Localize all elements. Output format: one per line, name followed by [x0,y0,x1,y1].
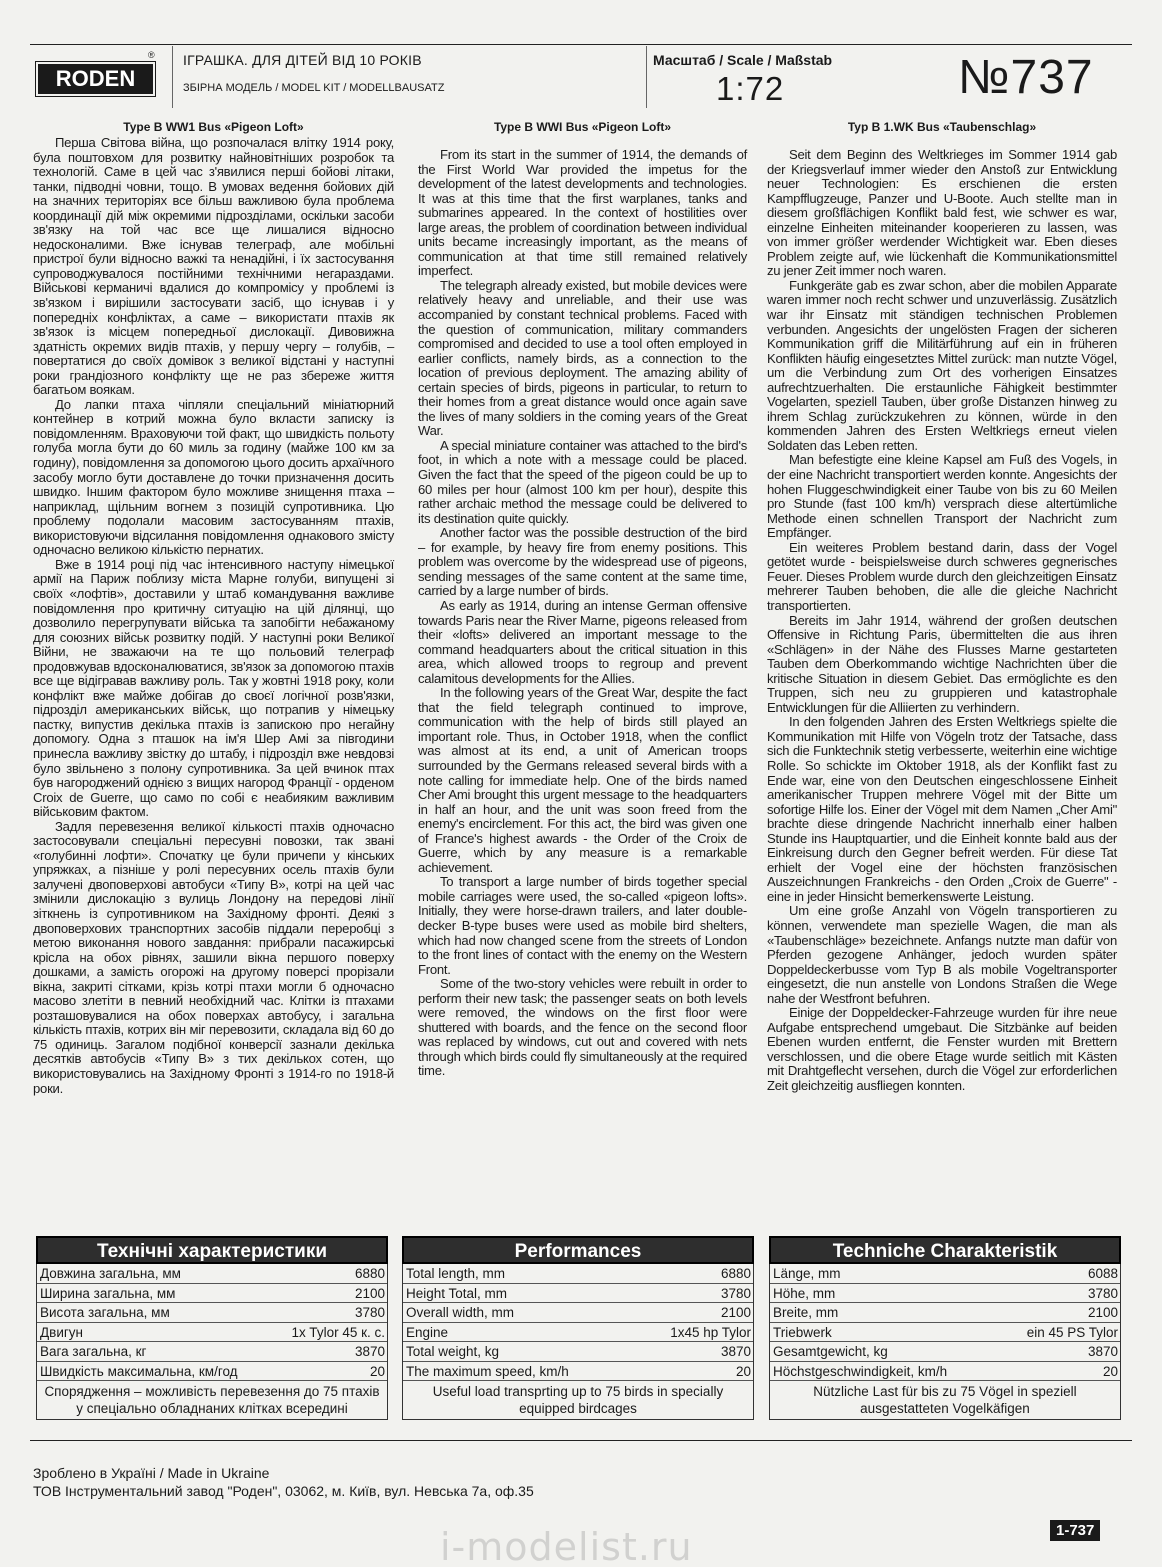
spec-row [37,1284,387,1304]
spec-value: 1x45 hp Tylor [670,1324,751,1340]
paragraph: From its start in the summer of 1914, the demands of the First World War provided the impetus for the development of the latest developments and technologies. It was at this time that the first warplanes, tanks and submarines appeared. In the context of hostilities over large areas, the problem of coordination between individual units became increasingly important, as the means of communication at that time still remained relatively imperfect. [418,147,747,279]
spec-label: Gesamtgewicht, kg [773,1344,888,1359]
spec-value: 6880 [720,1266,751,1281]
scale-value: 1:72 [716,70,785,107]
paragraph: Some of the two-story vehicles were rebuilt in order to perform their new task; the passenger seats on both levels were removed, the windows on the first floor were shuttered with boards, and the fence on the second floor was replaced by windows, cut out and covered with nets through which birds could fly simultaneously at the required time. [418,976,747,1079]
paragraph: Seit dem Beginn des Weltkrieges im Sommer 1914 gab der Kriegsverlauf immer wieder den Anstoß zur Entwicklung neuer Technologien: Es erschienen die ersten Kampfflugzeuge, Panzer und U-Boote. Auch stellte man in diesem großflächigen Konflikt bald fest, wie schwer es war, einzelne Einheiten miteinander kooperieren zu lassen, was von immer größer werdender Wichtigkeit war. Eben dieses Problem zeigte auf, wie lückenhaft die Kommunikationsmittel zu jener Zeit immer noch waren. [767,147,1117,279]
spec-row [770,1284,1120,1304]
header-rule [30,44,1132,45]
page-number: 1-737 [1050,1520,1100,1541]
spec-note: Nützliche Last für bis zu 75 Vögel in speziell ausgestatteten Vogelkäfigen [813,1384,1077,1416]
spec-row [770,1264,1120,1284]
de-column-title: Typ B 1.WK Bus «Taubenschlag» [847,120,1037,134]
spec-value: 20 [1102,1363,1118,1379]
spec-label: Triebwerk [773,1324,832,1340]
spec-note: Спорядження – можливість перевезення до 75 птахів у спеціально обладнаних клітках всередині [44,1384,380,1416]
roden-logo: RODEN [38,64,153,94]
paragraph: Ein weiteres Problem bestand darin, dass der Vogel getötet wurde - beispielsweise durch schweres gegnerisches Feuer. Dieses Problem wurde durch den gleichzeitigen Einsatz mehrerer Tauben behoben, die alle die gleiche Nachricht transportierten. [767,539,1117,613]
spec-label: Висота загальна, мм [40,1305,170,1320]
spec-row [37,1303,387,1323]
spec-value: 3780 [720,1285,751,1301]
paragraph: Um eine große Anzahl von Vögeln transportieren zu können, verwendete man spezielle Wagen, die man als «Taubenschläge» bezeichnete. Anfangs nutzte man dafür von Pferden gezogene Anhänger, jedoch wurden später Doppeldeckerbusse vom Typ B als mobile Vogeltransporter eingesetzt, die nun anstelle von Londons Straßen die Wege nahe der Westfront befuhren. [767,903,1117,1006]
spec-row [770,1342,1120,1362]
spec-row [37,1264,387,1284]
spec-value: 3870 [1087,1344,1118,1359]
de-spec-table [769,1236,1121,1420]
header-divider [172,46,173,108]
spec-title: Techniche Charakteristik [769,1236,1121,1264]
spec-label: Total weight, kg [406,1344,500,1359]
scale-label: Масштаб / Scale / Maßstab [653,52,833,68]
spec-row [37,1342,387,1362]
manufacturer-address: ТОВ Інструментальний завод "Роден", 03062, м. Київ, вул. Невська 7а, оф.35 [33,1483,534,1499]
spec-value: 3870 [354,1344,385,1359]
spec-note: Useful load transprting up to 75 birds in specially equipped birdcages [432,1384,724,1416]
ua-column-title: Type B WW1 Bus «Pigeon Loft» [123,120,304,134]
spec-label: Höchstgeschwindigkeit, km/h [773,1363,948,1379]
spec-label: Overall width, mm [406,1305,515,1320]
spec-label: Height Total, mm [406,1285,508,1301]
kit-type: ЗБІРНА МОДЕЛЬ / MODEL KIT / MODELLBAUSATZ [183,82,445,94]
spec-row [770,1362,1120,1382]
en-column-title: Type B WWI Bus «Pigeon Loft» [493,120,672,134]
spec-value: 2100 [1087,1305,1118,1320]
paragraph: As early as 1914, during an intense German offensive towards Paris near the River Marne, pigeons released from their «lofts» delivered an important message to the command headquarters about the critical situation in this area, which allowed troops to regroup and prevent calamitous developments for the Allies. [418,597,747,686]
spec-label: Länge, mm [773,1266,841,1281]
spec-label: Breite, mm [773,1305,839,1320]
paragraph: Another factor was the possible destruction of the bird – for example, by heavy fire from enemy positions. This problem was overcome by the widespread use of pigeons, sending messages of the same content at the same time, carried by a large number of birds. [418,525,747,599]
spec-value: ein 45 PS Tylor [1026,1324,1118,1340]
spec-title: Performances [402,1236,754,1264]
spec-row [403,1362,753,1382]
spec-value: 3870 [720,1344,751,1359]
ua-text-column [33,136,394,1096]
en-spec-table [402,1236,754,1420]
spec-row [37,1323,387,1343]
spec-value: 3780 [1087,1285,1118,1301]
spec-row [403,1342,753,1362]
paragraph: In the following years of the Great War, despite the fact that the field telegraph continued to improve, communication with the help of birds still played an important role. Thus, in October 1918, when the conflict was almost at its end, a unit of American troops surrounded by the Germans released several birds with a note calling for immediate help. One of the birds named Cher Ami brought this urgent message to the headquarters in half an hour, and the unit was soon freed from the enemy's encirclement. For this act, the bird was given one of France's highest awards - the Order of the Croix de Guerre, which by any measure is a remarkable achievement. [418,685,747,875]
paragraph: Bereits im Jahr 1914, während der großen deutschen Offensive in Richtung Paris, übermittelten die aus ihren «Schlägen» in der Nähe des Flusses Marne gestarteten Tauben dem Oberkommando wichtige Nachrichten über die kritische Situation in diesem Gebiet. Das ermöglichte es den Truppen, sich neu zu gruppieren und katastrophale Entwicklungen für die Alliierten zu verhindern. [767,612,1117,715]
paragraph: The telegraph already existed, but mobile devices were relatively heavy and unreliable, and their use was accompanied by constant technical problems. Faced with the question of communication, military commanders compromised and decided to use a tool often employed in earlier conflicts, namely birds, as a connection to the location of previous deployment. The amazing ability of certain species of birds, pigeons in particular, to return to their homes from a great distance would once again save the lives of many soldiers in the coming years of the Great War. [418,277,747,439]
paragraph: A special miniature container was attached to the bird's foot, in which a note with a message could be placed. Given the fact that the speed of the pigeon could be up to 60 miles per hour (almost 100 km per hour), despite this rather archaic method the message could be delivered to its destination quite quickly. [418,437,747,526]
paragraph: Einige der Doppeldecker-Fahrzeuge wurden für ihre neue Aufgabe entsprechend umgebaut. Die Sitzbänke auf beiden Ebenen wurden entfernt, die Fenster wurden mit Brettern verschlossen, und die obere Etage wurde seitlich mit Kästen mit Drahtgeflecht versehen, durch die Vögel zur erforderlichen Zeit gleichzeitig ausfliegen konnten. [767,1005,1117,1093]
spec-value: 1x Tylor 45 к. с. [291,1324,385,1340]
registered-mark: ® [148,50,155,60]
spec-row [403,1264,753,1284]
ua-spec-table [36,1236,388,1420]
paragraph: Задля перевезення великої кількості птахів одночасно застосовували спеціальні пересувні повозки, так звані «голубинні лофти». Спочатку це були причепи у кінських упряжках, а пізніше у ролі пересувних осель птахів були залучені двоповерхові автобуси «Типу В», котрі на цей час змінили дислокацію з вулиць Лондону на передові лінії зіткнень із супротивником на Західному фронті. Деякі з двоповерхових транспортних засобів піддали переробці з метою виконання нового завдання: прибрали пасажирські крісла на обох рівнях, зашили вікна першого поверху дошками, а замість огорожі на другому поверсі прорізали вікна, закриті сітками, крізь котрі птахи могли б одночасно масово злетіти в певний необхідний час. Клітки із птахами розташовувалися на обох поверхах автобусу, і загальна кількість птахів, котрих він міг перевозити, складала від 60 до 75 одиниць. Загалом подібної конверсії зазнали декілька десятків автобусів «Типу В» з тих декількох сотен, що використовувались на Західному Фронті з 1914-го по 1918-й роки. [33,818,394,1096]
paragraph: До лапки птаха чіпляли спеціальний мініатюрний контейнер в котрий можна було вкласти записку із повідомленням. Враховуючи той факт, що швидкість польоту голуба могла бути до 60 миль за годину (майже 100 км за годину), повідомлення за допомогою цього досить архаїчного засобу могло бути доставлене до точки призначення досить швидко. Іншим фактором було можливе знищення птаха – наприклад, щільним вогнем з позицій супротивника. Цю проблему подолали масовим застосуванням птахів, використовуючи відсилання повідомлення однакового змісту одночасно великою кількістю пернатих. [33,396,394,558]
made-in-label: Зроблено в Україні / Made in Ukraine [33,1465,270,1481]
spec-label: Двигун [40,1324,83,1340]
de-text-column [767,148,1117,1094]
spec-label: Höhe, mm [773,1285,836,1301]
spec-value: 3780 [354,1305,385,1320]
spec-value: 6088 [1087,1266,1118,1281]
paragraph: Вже в 1914 році під час інтенсивного наступу німецької армії на Париж поблизу міста Марне голуби, випущені зі своїх «лофтів», доставили у штаб командування важливе повідомлення про критичну ситуацію на цій ділянці, що дозволило перегрупувати війська та запобігти небажаному для союзних військ розвитку подій. У наступні роки Великої Війни, не зважаючи на те що польовий телеграф продовжував вдосконалюватися, зв'язок за допомогою птахів все ще відігравав важливу роль. Так у жовтні 1918 року, коли конфлікт вже майже добігав до своєї логічної розв'язки, підрозділ американських військ, що потрапив у німецьку пастку, випустив декілька птахів із запискою про негайну допомогу. Одна з пташок на ім'я Шер Амі за півгодини принесла важливу звістку до штабу, і підрозділ вже невдовзі було звільнено з полону супротивника. За цей вчинок птах був нагороджений однією з вищих нагород Франції - орденом Croix de Guerre, що само по собі є неабияким важливим військовим фактом. [33,556,394,820]
kit-number: №737 [958,51,1094,104]
footer-rule [30,1440,1132,1441]
spec-title: Технічні характеристики [36,1236,388,1264]
spec-row [37,1362,387,1382]
spec-label: Total length, mm [406,1266,506,1281]
paragraph: Перша Світова війна, що розпочалася влітку 1914 року, була поштовхом для розвитку найновітніших розробок та технологій. Саме в цей час з'явилися перші бойові літаки, танки, підводні човни, тощо. В умовах ведення бойових дій на значних територіях все більш важливою була проблема координації дій між окремими підрозділами, оскільки засоби зв'язку на той час все ще лишалися відносно недосконалими. Вже існував телеграф, але мобільні пристрої були відносно важкі та ненадійні, і їх застосування супроводжувалося постійними технічними негараздами. Військові керманичі вдалися до компромісу у проблемі із зв'язком і вирішили застосувати засіб, що існував і у попередніх конфліктах, а саме – використати птахів як зв'язок із місцем попередньої дислокації. Дивовижна здатність окремих видів птахів, у першу чергу – голубів, – повертатися до своїх домівок з великої відстані у наступні роки грандіозного конфлікту ще не раз збереже життя багатьом воякам. [33,135,394,398]
paragraph: Man befestigte eine kleine Kapsel am Fuß des Vogels, in der eine Nachricht transportiert werden konnte. Angesichts der hohen Fluggeschwindigkeit einer Taube von bis zu 60 Meilen pro Stunde (fast 100 km/h) versprach diese altertümliche Methode einen schnellen Transport der Nachricht zum Empfänger. [767,452,1117,541]
spec-row [770,1303,1120,1323]
spec-row [403,1284,753,1304]
spec-value: 20 [369,1363,385,1379]
spec-label: Ширина загальна, мм [40,1285,176,1301]
spec-label: Вага загальна, кг [40,1344,147,1359]
spec-row [770,1323,1120,1343]
spec-value: 2100 [354,1285,385,1301]
spec-value: 20 [735,1363,751,1379]
header-divider [646,46,647,108]
en-text-column [418,148,747,1079]
spec-label: Довжина загальна, мм [40,1266,181,1281]
spec-row [403,1323,753,1343]
watermark: i-modelist.ru [440,1525,693,1567]
paragraph: Funkgeräte gab es zwar schon, aber die mobilen Apparate waren immer noch recht schwer und unzuverlässig. Zusätzlich war ihr Einsatz mit ständigen technischen Problemen verbunden. Angesichts der ungelösten Fragen der sicheren Kommunikation griff die Militärführung auf ein in früheren Konflikten häufig eingesetztes Mittel zurück: man nutzte Vögel, um die Verbindung zum Ort des vorherigen Einsatzes aufrechtzuerhalten. Die erstaunliche Fähigkeit bestimmter Vogelarten, speziell Tauben, über große Distanzen hinweg zu ihrem Schlag zurückzukehren zu können, würde in den kommenden Jahren des Ersten Weltkriegs erneut vielen Soldaten das Leben retten. [767,277,1117,453]
spec-label: Engine [406,1324,449,1340]
age-notice: ІГРАШКА. ДЛЯ ДІТЕЙ ВІД 10 РОКІВ [183,52,422,68]
spec-value: 2100 [720,1305,751,1320]
paragraph: In den folgenden Jahren des Ersten Weltkriegs spielte die Kommunikation mit Hilfe von Vögeln trotz der Tatsache, dass sich die Funktechnik stetig verbesserte, weiterhin eine wichtige Rolle. So schickte im Oktober 1918, als der Konflikt fast zu Ende war, eine von den Deutschen eingeschlossene Einheit amerikanischer Truppen mehrere Vögel mit der Bitte um sofortige Hilfe los. Einer der Vögel mit dem Namen „Cher Ami" brachte diese dringende Nachricht innerhalb einer halben Stunde ins Hauptquartier, und die Einheit konnte bald aus der Einkreisung durch den Gegner befreit werden. Für diese Tat erhielt der Vogel eine der höchsten französischen Auszeichnungen Frankreichs - den Orden „Croix de Guerre" - eine in jeder Hinsicht bemerkenswerte Leistung. [767,714,1117,904]
spec-row [403,1303,753,1323]
spec-value: 6880 [354,1266,385,1281]
spec-label: Швидкість максимальна, км/год [40,1363,238,1379]
spec-label: The maximum speed, km/h [406,1363,569,1379]
paragraph: To transport a large number of birds together special mobile carriages were used, the so-called «pigeon lofts». Initially, they were horse-drawn trailers, and later double-decker B-type buses were used as mobile bird shelters, which had now changed scene from the streets of London to the front lines of contact with the enemy on the Western Front. [418,874,747,977]
